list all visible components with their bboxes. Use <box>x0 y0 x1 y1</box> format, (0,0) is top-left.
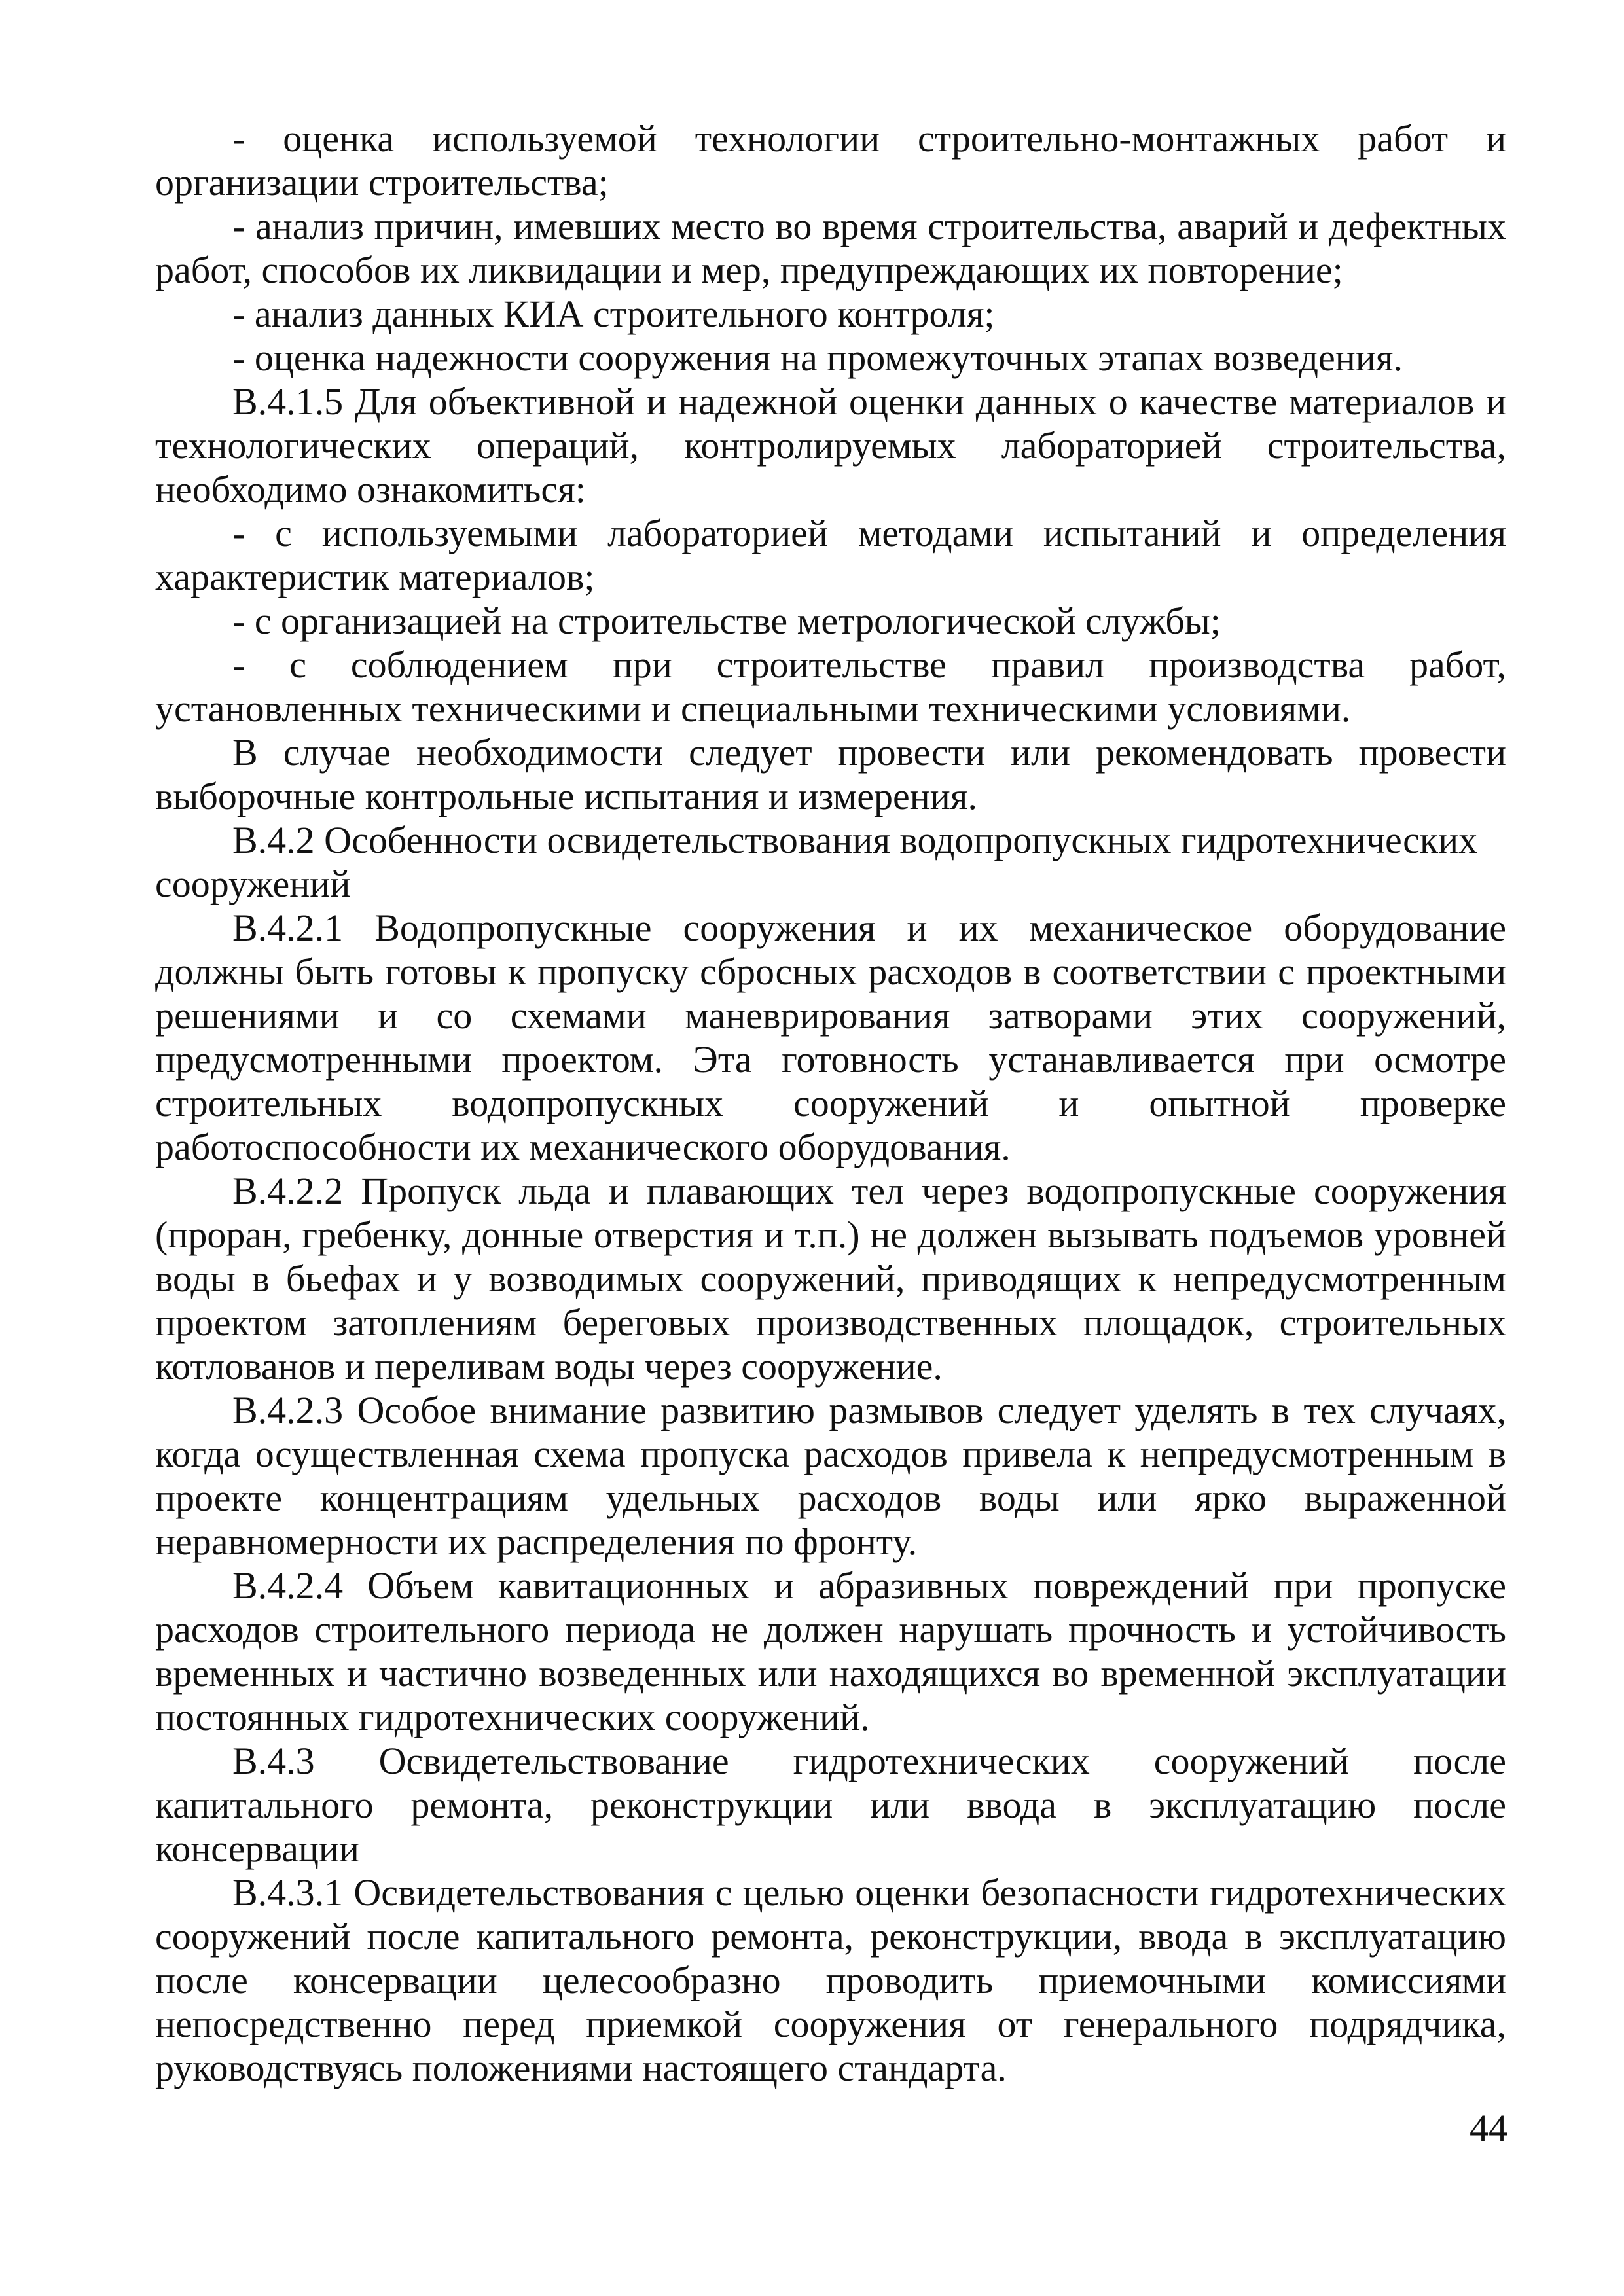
paragraph-clause-b-4-3-1: В.4.3.1 Освидетельствования с целью оценки безопасности гидротехнических сооружений после капитального ремонта, реконструкции, ввода в эксплуатацию после консервации целесообразно проводить приемочными комиссиями непосредственно перед приемкой сооружения от генерального подрядчика, руководствуясь положениями настоящего стандарта. <box>155 1871 1506 2089</box>
paragraph-bullet-technology-assessment: - оценка используемой технологии строительно-монтажных работ и организации строительства; <box>155 117 1506 204</box>
paragraph-bullet-accident-analysis: - анализ причин, имевших место во время строительства, аварий и дефектных работ, способов их ликвидации и мер, предупреждающих их повторение; <box>155 205 1506 291</box>
page-number: 44 <box>1470 2107 1507 2149</box>
paragraph-bullet-work-rules-compliance: - с соблюдением при строительстве правил производства работ, установленных техническими и специальными техническими условиями. <box>155 643 1506 730</box>
paragraph-clause-b-4-2-2: В.4.2.2 Пропуск льда и плавающих тел через водопропускные сооружения (проран, гребенку, донные отверстия и т.п.) не должен вызывать подъемов уровней воды в бьефах и у возводимых сооружений, приводящих к непредусмотренным проектом затоплениям береговых производственных площадок, строительных котлованов и переливам воды через сооружение. <box>155 1170 1506 1388</box>
section-heading-b-4-2: В.4.2 Особенности освидетельствования водопропускных гидротехнических сооружений <box>155 819 1478 905</box>
section-heading-b-4-3: В.4.3 Освидетельствование гидротехнических сооружений после капитального ремонта, реконструкции или ввода в эксплуатацию после консервации <box>155 1740 1506 1870</box>
paragraph-clause-b-4-2-1: В.4.2.1 Водопропускные сооружения и их механическое оборудование должны быть готовы к пропуску сбросных расходов в соответствии с проектными решениями и со схемами маневрирования затворами этих сооружений, предусмотренными проектом. Эта готовность устанавливается при осмотре строительных водопропускных сооружений и опытной проверке работоспособности их механического оборудования. <box>155 906 1506 1168</box>
document-page <box>155 117 1506 2090</box>
paragraph-selective-testing: В случае необходимости следует провести или рекомендовать провести выборочные контрольные испытания и измерения. <box>155 731 1506 817</box>
paragraph-clause-b-4-2-3: В.4.2.3 Особое внимание развитию размывов следует уделять в тех случаях, когда осуществленная схема пропуска расходов привела к непредусмотренным в проекте концентрациям удельных расходов воды или ярко выраженной неравномерности их распределения по фронту. <box>155 1389 1506 1563</box>
paragraph-clause-b-4-2-4: В.4.2.4 Объем кавитационных и абразивных повреждений при пропуске расходов строительного периода не должен нарушать прочность и устойчивость временных и частично возведенных или находящихся во временной эксплуатации постоянных гидротехнических сооружений. <box>155 1564 1506 1738</box>
paragraph-clause-b-4-1-5: В.4.1.5 Для объективной и надежной оценки данных о качестве материалов и технологических операций, контролируемых лабораторией строительства, необходимо ознакомиться: <box>155 380 1506 511</box>
paragraph-bullet-test-methods: - с используемыми лабораторией методами испытаний и определения характеристик материалов; <box>155 512 1506 598</box>
paragraph-bullet-reliability-assessment: - оценка надежности сооружения на промежуточных этапах возведения. <box>232 336 1403 379</box>
paragraph-bullet-kia-data-analysis: - анализ данных КИА строительного контроля; <box>232 293 995 335</box>
paragraph-bullet-metrology-service: - с организацией на строительстве метрологической службы; <box>232 600 1221 642</box>
